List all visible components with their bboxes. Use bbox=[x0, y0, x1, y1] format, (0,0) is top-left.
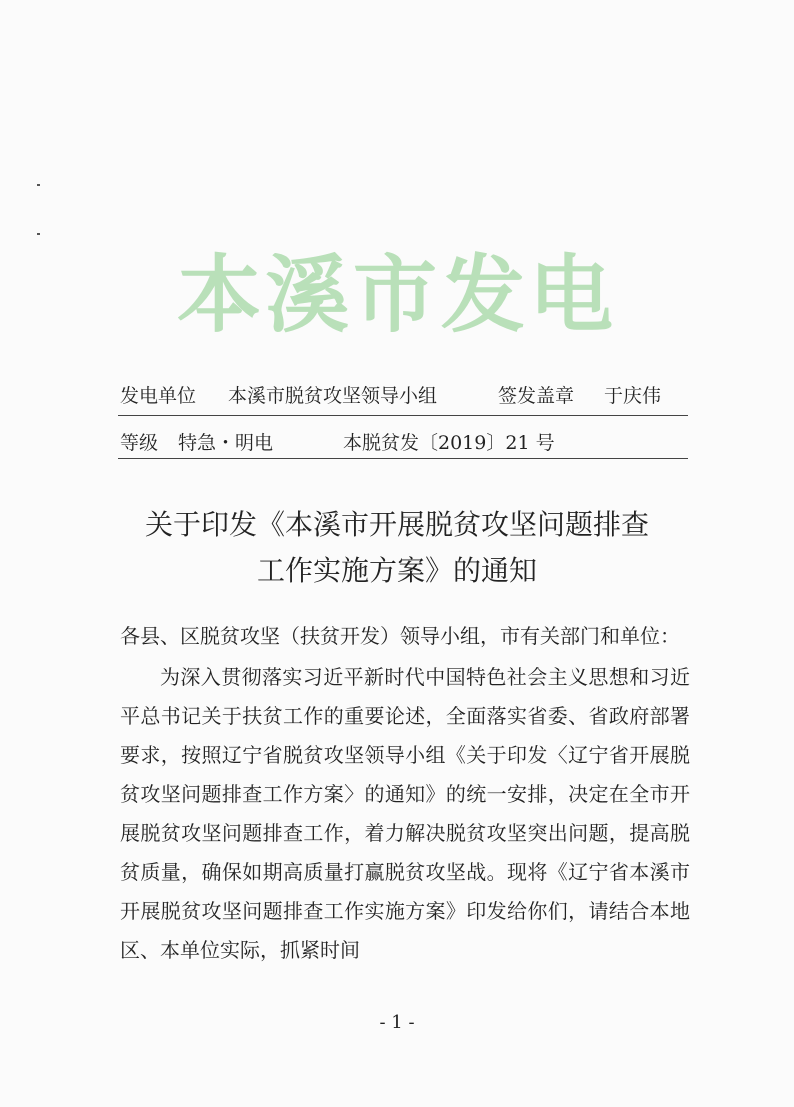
scan-mark bbox=[37, 184, 40, 186]
addressee: 各县、区脱贫攻坚（扶贫开发）领导小组，市有关部门和单位： bbox=[120, 624, 680, 648]
document-title-line: 关于印发《本溪市开展脱贫攻坚问题排查 bbox=[144, 508, 649, 541]
grade-value: 特急・明电 bbox=[178, 432, 274, 454]
document-title-line: 工作实施方案》的通知 bbox=[256, 554, 537, 587]
grade-label: 等级 bbox=[120, 432, 159, 454]
document-number: 本脱贫发〔2019〕21 号 bbox=[343, 432, 555, 454]
document-body bbox=[120, 617, 690, 970]
issuer-row bbox=[120, 381, 686, 408]
page-number: - 1 - bbox=[379, 1012, 415, 1033]
issuer-label: 发电单位 bbox=[120, 385, 197, 407]
issuer-value: 本溪市脱贫攻坚领导小组 bbox=[228, 385, 438, 407]
body-paragraph: 为深入贯彻落实习近平新时代中国特色社会主义思想和习近平总书记关于扶贫工作的重要论述，全面落实省委、省政府部署要求，按照辽宁省脱贫攻坚领导小组《关于印发〈辽宁省开展脱贫攻坚问题排查工作方案〉的通知》的统一安排，决定在全市开展脱贫攻坚问题排查工作，着力解决脱贫攻坚突出问题，提高脱贫质量，确保如期高质量打赢脱贫攻坚战。现将《辽宁省本溪市开展脱贫攻坚问题排查工作实施方案》印发给你们，请结合本地区、本单位实际，抓紧时间 bbox=[120, 665, 690, 962]
meta-divider bbox=[118, 415, 688, 416]
meta-divider bbox=[118, 458, 688, 459]
document-title bbox=[100, 502, 694, 594]
signer-label: 签发盖章 bbox=[498, 385, 575, 407]
telegram-header-title: 本溪市发电 bbox=[176, 246, 617, 344]
grade-row bbox=[120, 428, 686, 455]
signer-value: 于庆伟 bbox=[604, 385, 662, 407]
